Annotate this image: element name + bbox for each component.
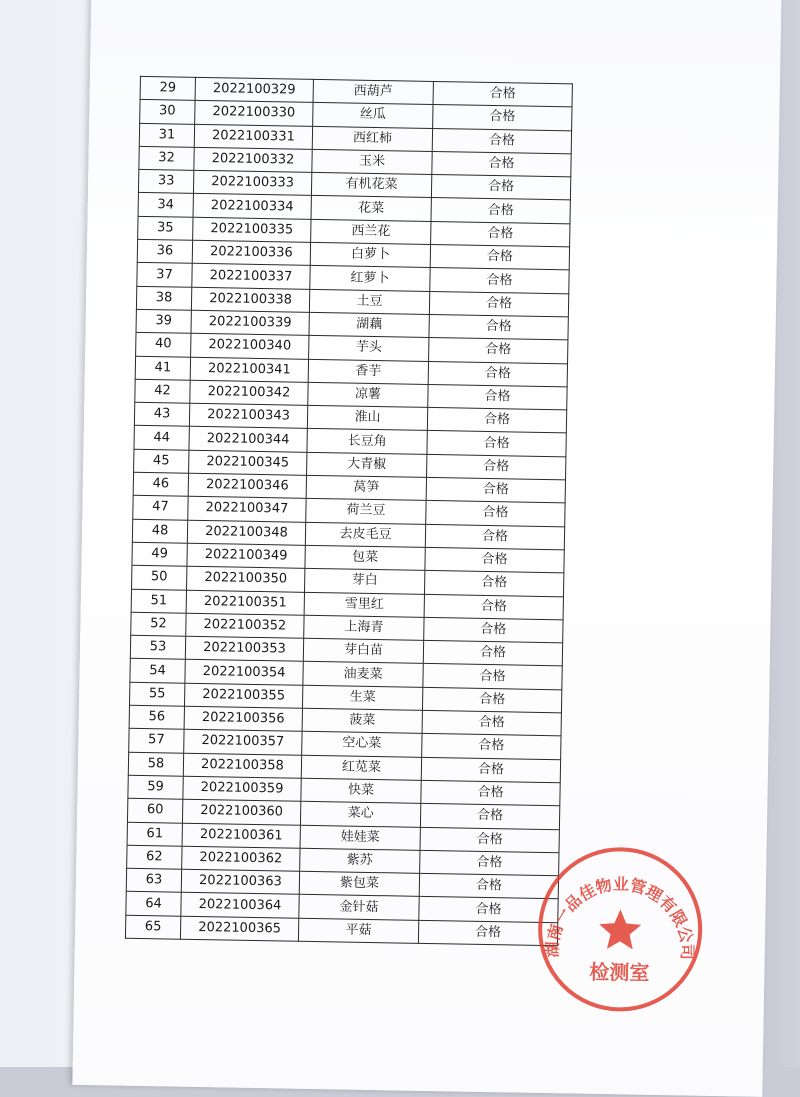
sample-code-cell: 2022100339 bbox=[191, 310, 309, 335]
product-name-cell: 紫苏 bbox=[300, 848, 420, 873]
result-cell: 合格 bbox=[426, 477, 565, 503]
product-name-cell: 红苋菜 bbox=[301, 755, 421, 780]
sample-code-cell: 2022100362 bbox=[182, 846, 300, 871]
row-number-cell: 39 bbox=[136, 309, 191, 333]
product-name-cell: 香芋 bbox=[308, 359, 428, 384]
row-number-cell: 49 bbox=[132, 542, 187, 566]
result-cell: 合格 bbox=[418, 920, 557, 946]
product-name-cell: 西兰花 bbox=[311, 219, 431, 244]
stamp-center-text: 检测室 bbox=[589, 959, 650, 985]
result-cell: 合格 bbox=[431, 198, 570, 224]
result-cell: 合格 bbox=[420, 850, 559, 876]
row-number-cell: 30 bbox=[140, 100, 195, 124]
row-number-cell: 52 bbox=[131, 612, 186, 636]
sample-code-cell: 2022100360 bbox=[182, 799, 300, 824]
sample-code-cell: 2022100355 bbox=[184, 683, 302, 708]
product-name-cell: 长豆角 bbox=[307, 429, 427, 454]
product-name-cell: 去皮毛豆 bbox=[305, 522, 425, 547]
row-number-cell: 46 bbox=[133, 472, 188, 496]
sample-code-cell: 2022100358 bbox=[183, 753, 301, 778]
row-number-cell: 37 bbox=[137, 263, 192, 287]
sample-code-cell: 2022100344 bbox=[189, 427, 307, 452]
product-name-cell: 菠菜 bbox=[302, 708, 422, 733]
result-cell: 合格 bbox=[419, 873, 558, 899]
product-name-cell: 玉米 bbox=[312, 149, 432, 174]
result-cell: 合格 bbox=[424, 571, 563, 597]
row-number-cell: 32 bbox=[139, 146, 194, 170]
row-number-cell: 57 bbox=[129, 729, 184, 753]
sample-code-cell: 2022100353 bbox=[185, 636, 303, 661]
row-number-cell: 59 bbox=[128, 775, 183, 799]
result-cell: 合格 bbox=[423, 664, 562, 690]
row-number-cell: 38 bbox=[136, 286, 191, 310]
result-cell: 合格 bbox=[429, 314, 568, 340]
document-page bbox=[72, 0, 782, 1097]
result-cell: 合格 bbox=[428, 384, 567, 410]
product-name-cell: 快菜 bbox=[301, 778, 421, 803]
result-cell: 合格 bbox=[430, 268, 569, 294]
result-cell: 合格 bbox=[425, 547, 564, 573]
sample-code-cell: 2022100359 bbox=[183, 776, 301, 801]
product-name-cell: 平菇 bbox=[298, 918, 418, 943]
sample-code-cell: 2022100356 bbox=[184, 706, 302, 731]
product-name-cell: 空心菜 bbox=[302, 732, 422, 757]
result-cell: 合格 bbox=[423, 641, 562, 667]
row-number-cell: 34 bbox=[138, 193, 193, 217]
result-cell: 合格 bbox=[431, 175, 570, 201]
product-name-cell: 娃娃菜 bbox=[300, 825, 420, 850]
sample-code-cell: 2022100364 bbox=[181, 893, 299, 918]
result-cell: 合格 bbox=[433, 105, 572, 131]
result-cell: 合格 bbox=[429, 291, 568, 317]
product-name-cell: 白萝卜 bbox=[310, 242, 430, 267]
product-name-cell: 包菜 bbox=[305, 545, 425, 570]
row-number-cell: 58 bbox=[128, 752, 183, 776]
sample-code-cell: 2022100340 bbox=[191, 334, 309, 359]
product-name-cell: 上海青 bbox=[304, 615, 424, 640]
sample-code-cell: 2022100342 bbox=[190, 380, 308, 405]
sample-code-cell: 2022100337 bbox=[192, 264, 310, 289]
company-seal-stamp bbox=[529, 838, 712, 1021]
row-number-cell: 53 bbox=[130, 635, 185, 659]
sample-code-cell: 2022100334 bbox=[193, 194, 311, 219]
product-name-cell: 花菜 bbox=[311, 196, 431, 221]
product-name-cell: 淮山 bbox=[307, 405, 427, 430]
row-number-cell: 33 bbox=[138, 170, 193, 194]
row-number-cell: 45 bbox=[134, 449, 189, 473]
product-name-cell: 荷兰豆 bbox=[306, 499, 426, 524]
sample-code-cell: 2022100357 bbox=[184, 730, 302, 755]
product-name-cell: 芽白 bbox=[305, 569, 425, 594]
row-number-cell: 31 bbox=[139, 123, 194, 147]
row-number-cell: 55 bbox=[129, 682, 184, 706]
product-name-cell: 油麦菜 bbox=[303, 662, 423, 687]
result-cell: 合格 bbox=[419, 897, 558, 923]
result-cell: 合格 bbox=[432, 151, 571, 177]
result-cell: 合格 bbox=[429, 338, 568, 364]
sample-code-cell: 2022100336 bbox=[192, 240, 310, 265]
product-name-cell: 西葫芦 bbox=[313, 79, 433, 104]
row-number-cell: 44 bbox=[134, 426, 189, 450]
row-number-cell: 47 bbox=[133, 496, 188, 520]
product-name-cell: 土豆 bbox=[309, 289, 429, 314]
result-cell: 合格 bbox=[430, 245, 569, 271]
result-cell: 合格 bbox=[426, 501, 565, 527]
sample-code-cell: 2022100341 bbox=[190, 357, 308, 382]
row-number-cell: 51 bbox=[131, 589, 186, 613]
product-name-cell: 凉薯 bbox=[308, 382, 428, 407]
result-cell: 合格 bbox=[422, 687, 561, 713]
result-cell: 合格 bbox=[425, 524, 564, 550]
table-body bbox=[125, 76, 572, 945]
product-name-cell: 芽白苗 bbox=[303, 638, 423, 663]
product-name-cell: 雪里红 bbox=[304, 592, 424, 617]
product-name-cell: 芋头 bbox=[309, 336, 429, 361]
row-number-cell: 61 bbox=[127, 822, 182, 846]
result-cell: 合格 bbox=[420, 827, 559, 853]
sample-code-cell: 2022100363 bbox=[181, 869, 299, 894]
row-number-cell: 54 bbox=[130, 659, 185, 683]
sample-code-cell: 2022100348 bbox=[187, 520, 305, 545]
result-cell: 合格 bbox=[433, 81, 572, 107]
row-number-cell: 41 bbox=[135, 356, 190, 380]
result-cell: 合格 bbox=[421, 780, 560, 806]
result-cell: 合格 bbox=[431, 221, 570, 247]
sample-code-cell: 2022100329 bbox=[195, 77, 313, 102]
row-number-cell: 50 bbox=[132, 566, 187, 590]
stamp-arc-text: 湖南一品佳物业管理有限公司 bbox=[542, 874, 697, 960]
row-number-cell: 65 bbox=[125, 915, 180, 939]
sample-code-cell: 2022100333 bbox=[193, 170, 311, 195]
result-cell: 合格 bbox=[427, 431, 566, 457]
row-number-cell: 42 bbox=[135, 379, 190, 403]
inspection-result-table bbox=[125, 76, 573, 946]
result-cell: 合格 bbox=[420, 804, 559, 830]
sample-code-cell: 2022100365 bbox=[180, 916, 298, 941]
product-name-cell: 红萝卜 bbox=[310, 266, 430, 291]
sample-code-cell: 2022100343 bbox=[189, 403, 307, 428]
row-number-cell: 48 bbox=[132, 519, 187, 543]
sample-code-cell: 2022100335 bbox=[193, 217, 311, 242]
row-number-cell: 29 bbox=[140, 76, 195, 100]
sample-code-cell: 2022100332 bbox=[194, 147, 312, 172]
product-name-cell: 莴笋 bbox=[306, 475, 426, 500]
row-number-cell: 62 bbox=[127, 845, 182, 869]
sample-code-cell: 2022100354 bbox=[185, 660, 303, 685]
row-number-cell: 36 bbox=[137, 239, 192, 263]
product-name-cell: 金针菇 bbox=[299, 895, 419, 920]
sample-code-cell: 2022100330 bbox=[195, 101, 313, 126]
product-name-cell: 菜心 bbox=[300, 801, 420, 826]
result-cell: 合格 bbox=[424, 617, 563, 643]
sample-code-cell: 2022100347 bbox=[188, 497, 306, 522]
row-number-cell: 63 bbox=[126, 868, 181, 892]
row-number-cell: 35 bbox=[138, 216, 193, 240]
product-name-cell: 紫包菜 bbox=[299, 871, 419, 896]
sample-code-cell: 2022100345 bbox=[189, 450, 307, 475]
product-name-cell: 西红柿 bbox=[312, 126, 432, 151]
result-cell: 合格 bbox=[428, 361, 567, 387]
row-number-cell: 43 bbox=[134, 402, 189, 426]
sample-code-cell: 2022100350 bbox=[187, 566, 305, 591]
sample-code-cell: 2022100346 bbox=[188, 473, 306, 498]
sample-code-cell: 2022100349 bbox=[187, 543, 305, 568]
row-number-cell: 40 bbox=[136, 333, 191, 357]
result-cell: 合格 bbox=[427, 454, 566, 480]
sample-code-cell: 2022100361 bbox=[182, 823, 300, 848]
product-name-cell: 丝瓜 bbox=[313, 103, 433, 128]
star-icon bbox=[599, 909, 642, 950]
product-name-cell: 大青椒 bbox=[307, 452, 427, 477]
result-cell: 合格 bbox=[422, 710, 561, 736]
product-name-cell: 有机花菜 bbox=[311, 173, 431, 198]
sample-code-cell: 2022100352 bbox=[186, 613, 304, 638]
product-name-cell: 湖藕 bbox=[309, 312, 429, 337]
row-number-cell: 60 bbox=[127, 798, 182, 822]
result-cell: 合格 bbox=[421, 757, 560, 783]
result-cell: 合格 bbox=[427, 408, 566, 434]
result-cell: 合格 bbox=[432, 128, 571, 154]
sample-code-cell: 2022100331 bbox=[194, 124, 312, 149]
sample-code-cell: 2022100351 bbox=[186, 590, 304, 615]
product-name-cell: 生菜 bbox=[302, 685, 422, 710]
result-cell: 合格 bbox=[422, 734, 561, 760]
result-cell: 合格 bbox=[424, 594, 563, 620]
row-number-cell: 56 bbox=[129, 705, 184, 729]
row-number-cell: 64 bbox=[126, 892, 181, 916]
sample-code-cell: 2022100338 bbox=[191, 287, 309, 312]
